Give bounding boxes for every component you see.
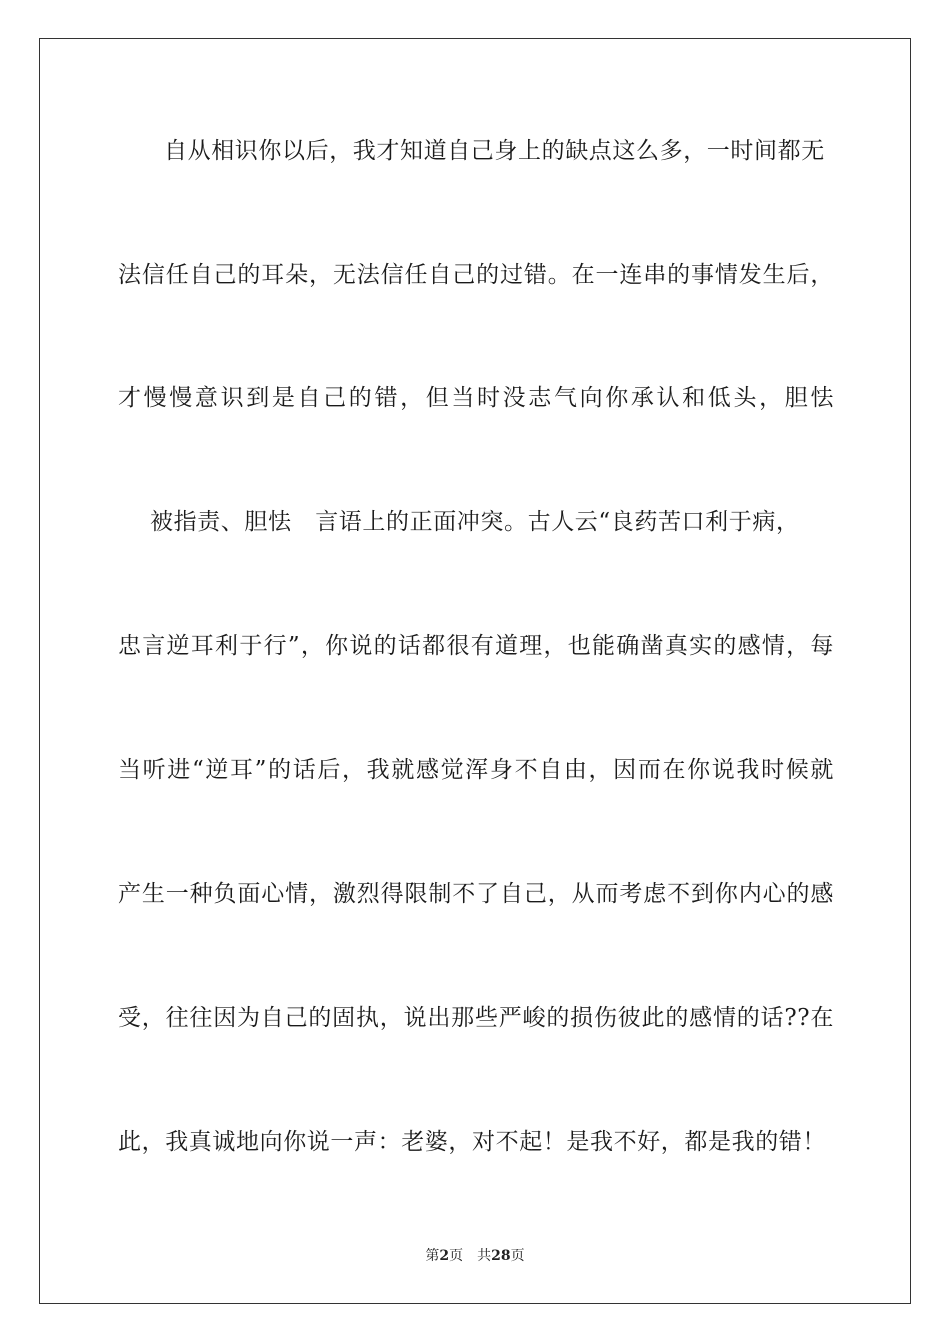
text-line-1: 自从相识你以后，我才知道自己身上的缺点这么多，一时间都无 — [164, 138, 825, 164]
total-prefix: 共 — [477, 1248, 492, 1264]
text-line-7: 产生一种负面心情，激烈得限制不了自己，从而考虑不到你内心的感 — [118, 881, 834, 907]
page-suffix: 页 — [449, 1248, 464, 1264]
page-prefix: 第 — [425, 1248, 440, 1264]
page-number: 2 — [439, 1248, 450, 1264]
page-footer — [0, 1246, 950, 1266]
text-line-2: 法信任自己的耳朵，无法信任自己的过错。在一连串的事情发生后， — [118, 262, 834, 288]
page-border — [39, 38, 911, 1304]
total-pages: 28 — [491, 1248, 511, 1264]
text-line-6: 当听进“逆耳”的话后，我就感觉浑身不自由，因而在你说我时候就 — [118, 757, 834, 783]
text-line-9: 此，我真诚地向你说一声：老婆，对不起！是我不好，都是我的错！ — [118, 1129, 826, 1155]
text-line-3: 才慢慢意识到是自己的错，但当时没志气向你承认和低头，胆怯 — [118, 385, 834, 411]
total-suffix: 页 — [510, 1248, 525, 1264]
text-line-5: 忠言逆耳利于行”，你说的话都很有道理，也能确凿真实的感情，每 — [118, 633, 834, 659]
text-line-8: 受，往往因为自己的固执，说出那些严峻的损伤彼此的感情的话??在 — [118, 1005, 834, 1031]
text-line-4: 被指责、胆怯 言语上的正面冲突。古人云“良药苦口利于病， — [150, 509, 800, 535]
